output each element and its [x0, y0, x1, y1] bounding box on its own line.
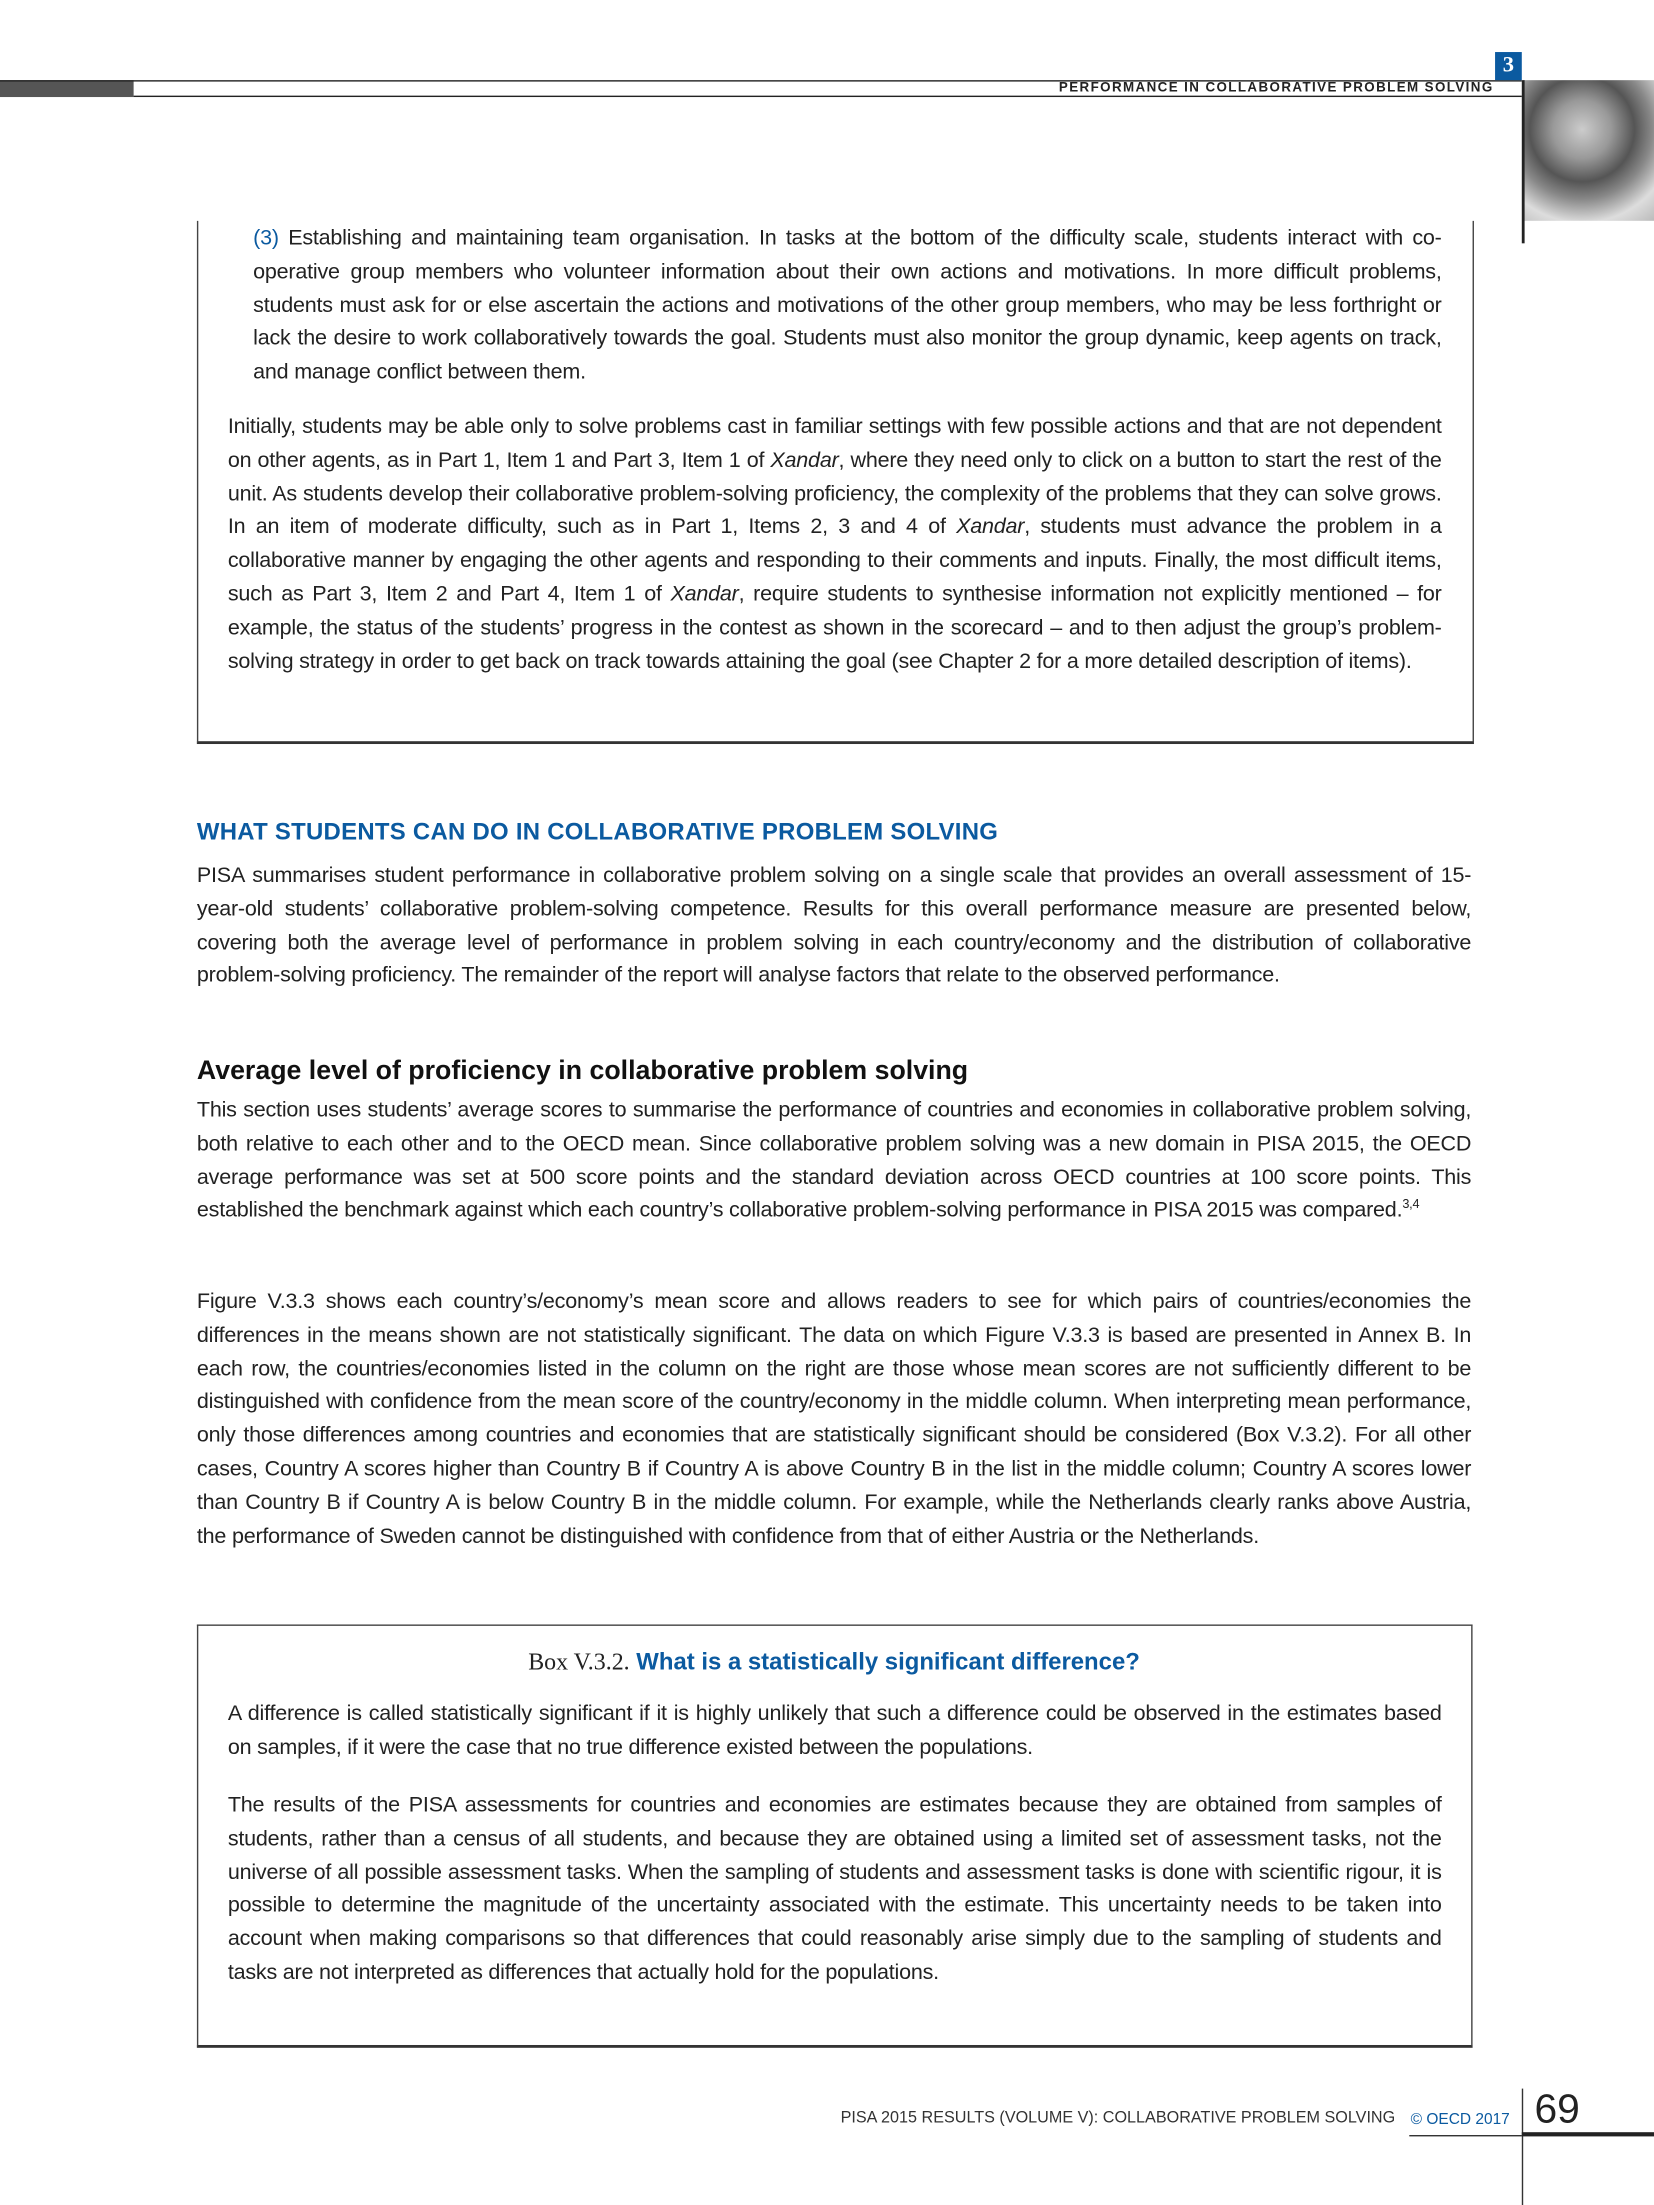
box-title — [197, 1648, 1471, 1676]
box-paragraph-1: A difference is called statistically significant if it is highly unlikely that such a difference could be observed in the estimates based on samples, if it were the case that no true difference existed between the populations. — [227, 1701, 1442, 1760]
chapter-number-badge: 3 — [1495, 52, 1522, 80]
paragraph-average-scores — [197, 1094, 1471, 1228]
footer-copyright: © OECD 2017 — [1410, 2111, 1510, 2128]
box-title-text: What is a statistically significant difference? — [636, 1648, 1140, 1676]
box-item-3 — [253, 222, 1441, 389]
footer-rule — [1409, 2135, 1522, 2136]
paragraph-segment: , students must advance the problem in a collaborative manner by engaging the other agents and responding to their comments and inputs. Finally, the most difficult items, such as Part 3, Item 2 and Part 4, Item 1 of — [227, 515, 1442, 607]
subheading: Average level of proficiency in collaborative problem solving — [196, 1056, 969, 1086]
chapter-photo — [1523, 80, 1654, 221]
header-gray-bar — [0, 80, 134, 97]
footer-publication: PISA 2015 RESULTS (VOLUME V): COLLABORATIVE PROBLEM SOLVING — [840, 2109, 1396, 2127]
paragraph-figure-description: Figure V.3.3 shows each country’s/economy’s mean score and allows readers to see for which pairs of countries/economies the differences in the means shown are not statistically significant. The data on which Figure V.3.3 is based are presented in Annex B. In each row, the countries/economies listed in the column on the right are those whose mean scores are not sufficiently different to be distinguished with confidence from the mean score of the country/economy in the middle column. When interpreting mean performance, only those differences among countries and economies that are statistically significant should be considered (Box V.3.2). For all other cases, Country A scores higher than Country B if Country A is above Country B in the list in the middle column; Country A scores lower than Country B if Country A is below Country B in the middle column. For example, while the Netherlands clearly ranks above Austria, the performance of Sweden cannot be distinguished with confidence from that of either Austria or the Netherlands. — [196, 1289, 1472, 1548]
page-number: 69 — [1534, 2087, 1580, 2133]
running-title: PERFORMANCE IN COLLABORATIVE PROBLEM SOLVING — [1058, 80, 1494, 96]
box-paragraph — [228, 411, 1442, 679]
footnote-reference[interactable]: 3,4 — [1402, 1197, 1420, 1212]
box-label: Box V.3.2. — [528, 1648, 630, 1676]
paragraph-text: This section uses students’ average scores to summarise the performance of countries and economies in collaborative problem solving, both relative to each other and to the OECD mean. Since collaborative problem solving was a new domain in PISA 2015, the OECD average performance was set at 500 score points and the standard deviation across OECD countries at 100 score points. This established the benchmark against which each country’s collaborative problem-solving performance in PISA 2015 was compared. — [196, 1098, 1472, 1223]
paragraph-segment: , where they need only to click on a button to start the rest of the unit. As students develop their collaborative problem-solving proficiency, the complexity of the problems that they can solve grows. In an item of moderate difficulty, such as in Part 1, Items 2, 3 and 4 of — [227, 448, 1442, 540]
paragraph-segment: , require students to synthesise information not explicitly mentioned – for example, the status of the students’ progress in the contest as shown in the scorecard – and to then adjust the group’s problem-solving strategy in order to get back on track towards attaining the goal (see Chapter 2 for a more detailed description of items). — [227, 582, 1442, 674]
section-heading: WHAT STUDENTS CAN DO IN COLLABORATIVE PROBLEM SOLVING — [196, 818, 999, 846]
item-text: Establishing and maintaining team organisation. In tasks at the bottom of the difficulty scale, students interact with co-operative group members who volunteer information about their own actions and motivations. In more difficult problems, students must ask for or else ascertain the actions and motivations of the other group members, who may be less forthright or lack the desire to work collaboratively towards the goal. Students must also monitor the group dynamic, keep agents on track, and manage conflict between them. — [253, 226, 1442, 385]
paragraph-segment: Initially, students may be able only to solve problems cast in familiar settings with few possible actions and that are not dependent on other agents, as in Part 1, Item 1 and Part 3, Item 1 of — [227, 414, 1442, 473]
unit-name-italic: Xandar — [770, 448, 839, 473]
box-paragraph-2: The results of the PISA assessments for countries and economies are estimates because they are obtained from samples of students, rather than a census of all students, and because they are obtained using a limited set of assessment tasks, not the universe of all possible assessment tasks. When the sampling of students and assessment tasks is done with scientific rigour, it is possible to determine the magnitude of the uncertainty associated with the estimate. This uncertainty needs to be taken into account when making comparisons so that differences that could reasonably arise simply due to the sampling of students and tasks are not interpreted as differences that actually hold for the populations. — [227, 1793, 1442, 1985]
item-number: (3) — [253, 226, 279, 251]
unit-name-italic: Xandar — [670, 582, 739, 607]
footer-vertical-rule — [1522, 2089, 1523, 2205]
section-intro: PISA summarises student performance in collaborative problem solving on a single scale that provides an overall assessment of 15-year-old students’ collaborative problem-solving competence. Results for this overall performance measure are presented below, covering both the average level of performance in problem solving in each country/economy and the distribution of collaborative problem-solving proficiency. The remainder of the report will analyse factors that relate to the observed performance. — [196, 863, 1472, 988]
chapter-vertical-rule — [1522, 80, 1525, 243]
unit-name-italic: Xandar — [956, 515, 1025, 540]
footer-thick-rule — [1522, 2132, 1654, 2136]
